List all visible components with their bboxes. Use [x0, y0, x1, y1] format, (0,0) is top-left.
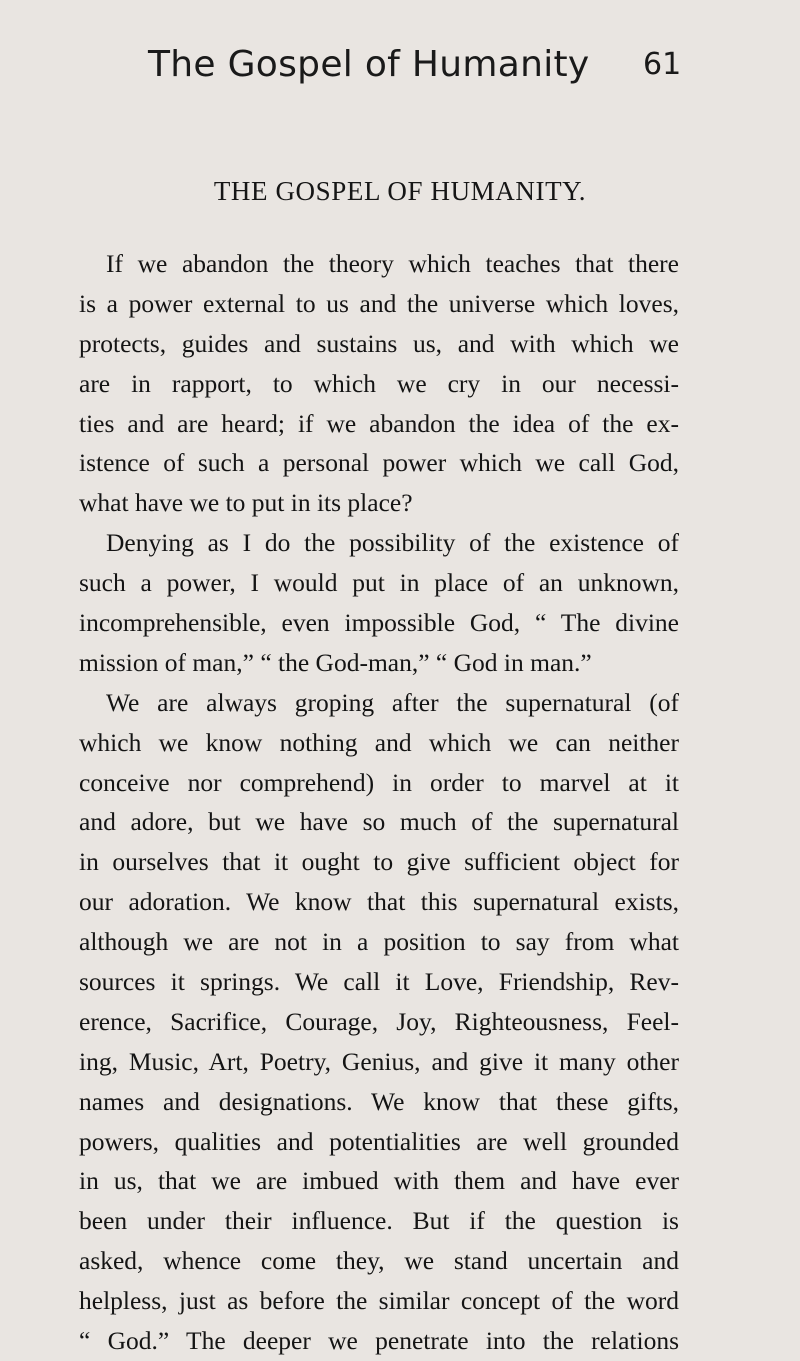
text-line: asked, whence come they, we stand uncertain and [79, 1246, 679, 1276]
text-line: sources it springs. We call it Love, Friendship, Rev- [79, 967, 679, 997]
text-line: erence, Sacrifice, Courage, Joy, Righteousness, Feel- [79, 1006, 679, 1036]
text-line: is a power external to us and the universe which loves, [79, 288, 679, 318]
text-line: We are always groping after the supernatural (of [106, 687, 679, 717]
text-line: in ourselves that it ought to give sufficient object for [79, 847, 679, 877]
text-line: although we are not in a position to say from what [79, 927, 679, 957]
text-line: ties and are heard; if we abandon the idea of the ex- [79, 408, 679, 438]
page-number: 61 [643, 47, 682, 82]
body-text [79, 244, 679, 1361]
text-line: protects, guides and sustains us, and with which we [79, 328, 679, 358]
text-line: powers, qualities and potentialities are well grounded [79, 1126, 679, 1156]
text-line: incomprehensible, even impossible God, “ The divine [79, 608, 679, 638]
text-line: our adoration. We know that this supernatural exists, [79, 887, 679, 917]
text-line: Denying as I do the possibility of the existence of [106, 528, 679, 558]
text-line: If we abandon the theory which teaches that there [106, 249, 679, 278]
text-line: which we know nothing and which we can neither [79, 727, 679, 757]
text-line: mission of man,” “ the God-man,” “ God in man.” [79, 647, 592, 677]
text-line: such a power, I would put in place of an unknown, [79, 568, 679, 598]
text-line: ing, Music, Art, Poetry, Genius, and give it many other [79, 1046, 679, 1076]
text-line: in us, that we are imbued with them and have ever [79, 1166, 679, 1196]
text-line: are in rapport, to which we cry in our necessi- [79, 368, 679, 398]
text-line: what have we to put in its place? [79, 488, 413, 518]
text-line: been under their influence. But if the question is [79, 1206, 679, 1236]
text-line: conceive nor comprehend) in order to marvel at it [79, 767, 679, 797]
running-head-title: The Gospel of Humanity [148, 44, 590, 85]
text-line: helpless, just as before the similar concept of the word [79, 1286, 679, 1316]
text-line: names and designations. We know that these gifts, [79, 1086, 679, 1116]
text-line: and adore, but we have so much of the supernatural [79, 807, 679, 837]
chapter-title: THE GOSPEL OF HUMANITY. [213, 176, 587, 206]
text-line: istence of such a personal power which we call God, [79, 448, 679, 478]
text-line: “ God.” The deeper we penetrate into the relations [79, 1326, 679, 1356]
